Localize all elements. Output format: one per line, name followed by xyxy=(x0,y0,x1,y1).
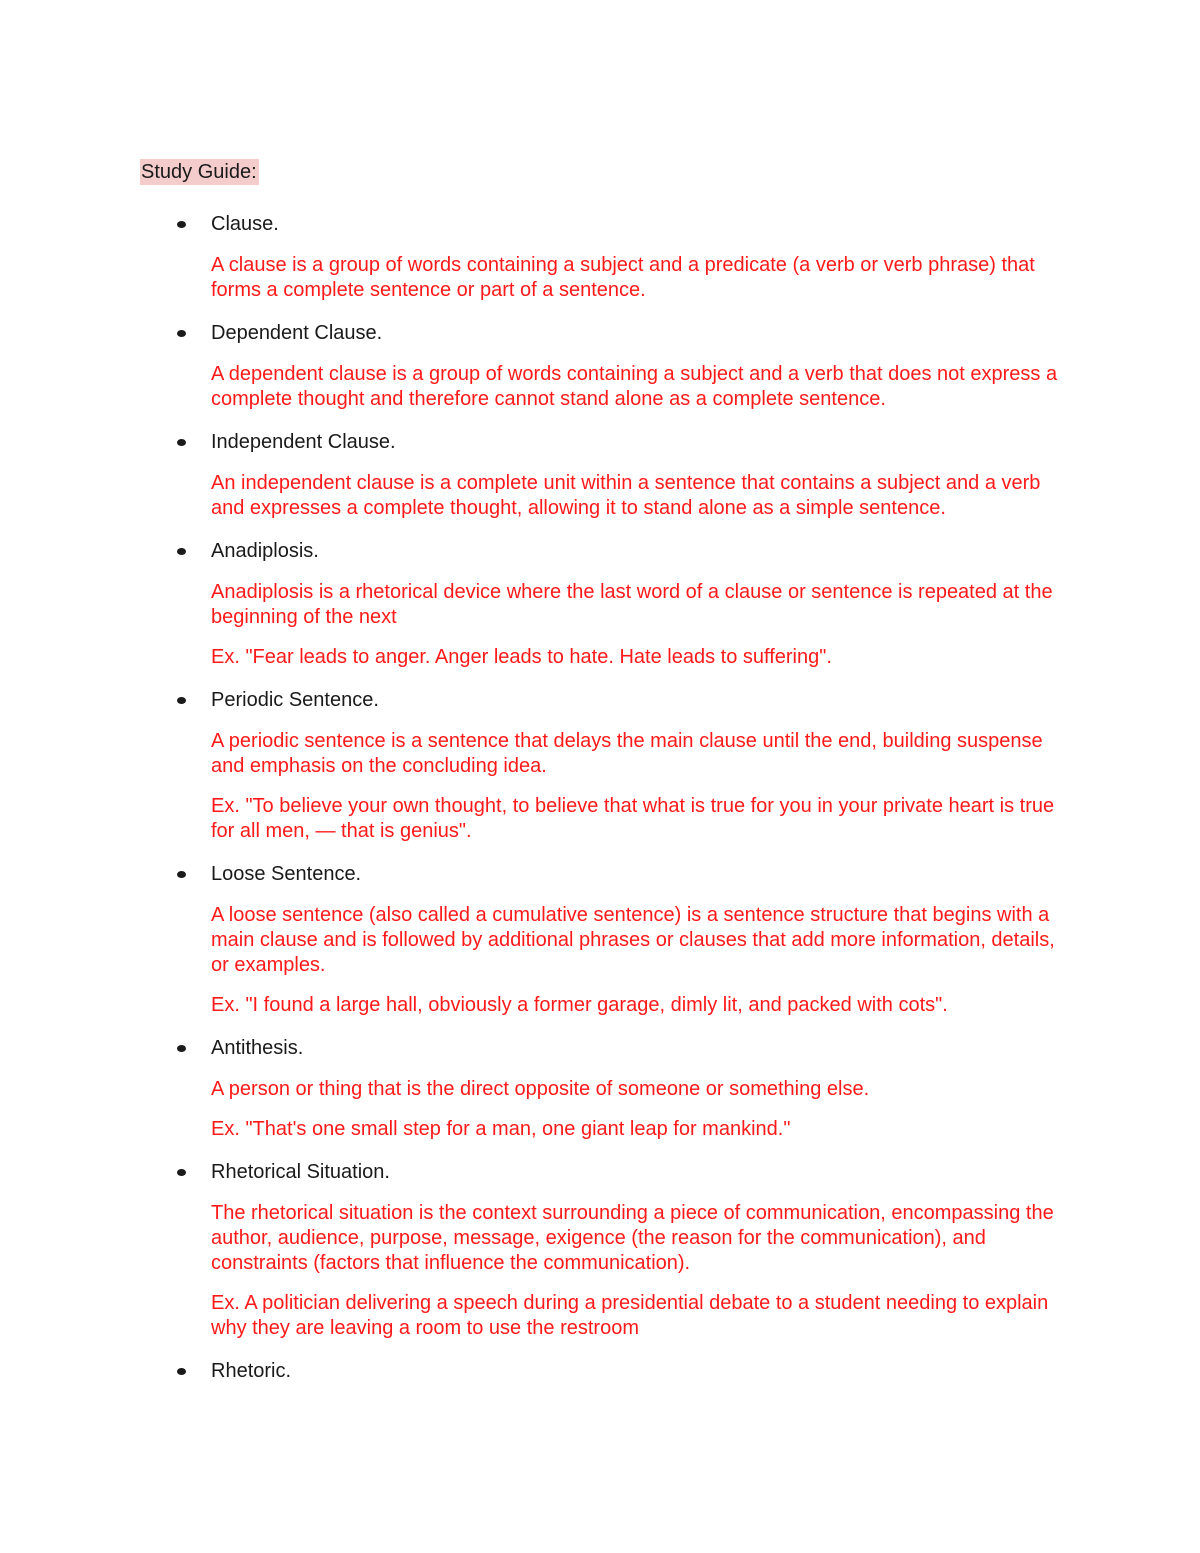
term-label: Anadiplosis. xyxy=(211,540,319,562)
example-paragraph: Ex. A politician delivering a speech during a presidential debate to a student needing to explain why they are leaving a room to use the restroom xyxy=(211,1292,1049,1339)
term-heading xyxy=(0,538,1200,565)
list-item xyxy=(0,211,1200,303)
bullet-icon xyxy=(177,1169,186,1176)
definition-paragraph: A periodic sentence is a sentence that delays the main clause until the end, building suspense and emphasis on the concluding idea. xyxy=(211,730,1043,777)
example-paragraph: Ex. "That's one small step for a man, one giant leap for mankind." xyxy=(211,1118,791,1140)
example-paragraph: Ex. "To believe your own thought, to believe that what is true for you in your private heart is true for all men, — that is genius". xyxy=(211,795,1055,842)
bullet-icon xyxy=(177,330,186,337)
term-label: Rhetorical Situation. xyxy=(211,1161,390,1183)
term-heading xyxy=(0,687,1200,714)
list-item xyxy=(0,861,1200,1018)
bullet-icon xyxy=(177,1045,186,1052)
term-label: Antithesis. xyxy=(211,1037,304,1059)
term-label: Independent Clause. xyxy=(211,431,396,453)
term-heading xyxy=(0,320,1200,347)
bullet-icon xyxy=(177,548,186,555)
term-heading xyxy=(0,211,1200,238)
bullet-icon xyxy=(177,697,186,704)
list-item xyxy=(0,1358,1200,1385)
term-heading xyxy=(0,861,1200,888)
term-list xyxy=(0,211,1200,1385)
term-label: Rhetoric. xyxy=(211,1360,292,1382)
definition-paragraph: A dependent clause is a group of words containing a subject and a verb that does not express a complete thought and therefore cannot stand alone as a complete sentence. xyxy=(211,363,1058,410)
definition-paragraph: A person or thing that is the direct opposite of someone or something else. xyxy=(211,1078,870,1100)
bullet-icon xyxy=(177,439,186,446)
definition-paragraph: A clause is a group of words containing a subject and a predicate (a verb or verb phrase) that forms a complete sentence or part of a sentence. xyxy=(211,254,1035,301)
term-heading xyxy=(0,429,1200,456)
term-label: Periodic Sentence. xyxy=(211,689,379,711)
term-label: Dependent Clause. xyxy=(211,322,383,344)
bullet-icon xyxy=(177,1368,186,1375)
definition-paragraph: The rhetorical situation is the context surrounding a piece of communication, encompassing the author, audience, purpose, message, exigence (the reason for the communication), and constraints (factors that influence the communication). xyxy=(211,1202,1054,1274)
term-heading xyxy=(0,1035,1200,1062)
definition-paragraph: Anadiplosis is a rhetorical device where the last word of a clause or sentence is repeated at the beginning of the next xyxy=(211,581,1053,628)
list-item xyxy=(0,1035,1200,1142)
definition-paragraph: An independent clause is a complete unit within a sentence that contains a subject and a verb and expresses a complete thought, allowing it to stand alone as a simple sentence. xyxy=(211,472,1041,519)
term-label: Clause. xyxy=(211,213,279,235)
term-heading xyxy=(0,1159,1200,1186)
list-item xyxy=(0,538,1200,670)
list-item xyxy=(0,320,1200,412)
example-paragraph: Ex. "Fear leads to anger. Anger leads to hate. Hate leads to suffering". xyxy=(211,646,832,668)
list-item xyxy=(0,429,1200,521)
page-title: Study Guide: xyxy=(141,161,257,183)
definition-paragraph: A loose sentence (also called a cumulative sentence) is a sentence structure that begins with a main clause and is followed by additional phrases or clauses that add more information, details, or examples. xyxy=(211,904,1055,976)
list-item xyxy=(0,1159,1200,1341)
example-paragraph: Ex. "I found a large hall, obviously a former garage, dimly lit, and packed with cots". xyxy=(211,994,948,1016)
term-heading xyxy=(0,1358,1200,1385)
term-label: Loose Sentence. xyxy=(211,863,362,885)
list-item xyxy=(0,687,1200,844)
bullet-icon xyxy=(177,871,186,878)
bullet-icon xyxy=(177,221,186,228)
